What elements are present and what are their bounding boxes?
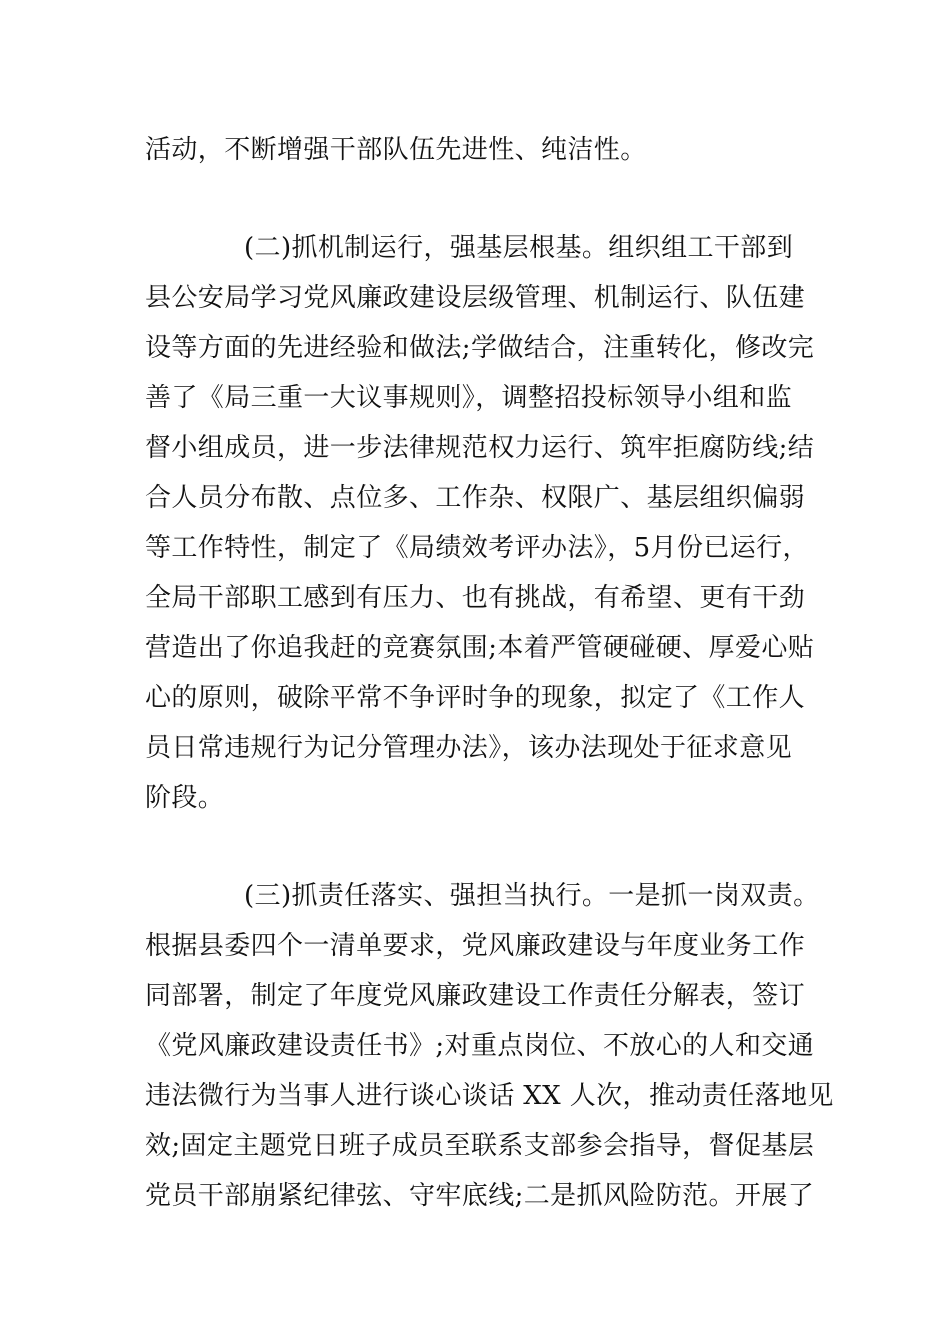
paragraph-2-line-6: 党员干部崩紧纪律弦、守牢底线;二是抓风险防范。开展了: [145, 1181, 815, 1211]
paragraph-0-line-0: 活动，不断增强干部队伍先进性、纯洁性。: [145, 135, 647, 165]
paragraph-2-line-4: 违法微行为当事人进行谈心谈话 XX 人次，推动责任落地见: [145, 1081, 834, 1111]
paragraph-1-line-0: (二)抓机制运行，强基层根基。组织组工干部到: [244, 233, 794, 263]
paragraph-1-line-4: 督小组成员，进一步法律规范权力运行、筑牢拒腐防线;结: [145, 433, 815, 463]
paragraph-1-line-3: 善了《局三重一大议事规则》，调整招投标领导小组和监: [145, 383, 793, 413]
paragraph-1-line-7: 全局干部职工感到有压力、也有挑战，有希望、更有干劲: [145, 583, 806, 613]
paragraph-2-line-0: (三)抓责任落实、强担当执行。一是抓一岗双责。: [244, 881, 820, 911]
paragraph-2-line-3: 《党风廉政建设责任书》;对重点岗位、不放心的人和交通: [145, 1031, 815, 1061]
paragraph-2-line-2: 同部署，制定了年度党风廉政建设工作责任分解表，签订: [145, 981, 806, 1011]
paragraph-1-line-2: 设等方面的先进经验和做法;学做结合，注重转化，修改完: [145, 333, 815, 363]
paragraph-1-line-5: 合人员分布散、点位多、工作杂、权限广、基层组织偏弱: [145, 483, 806, 513]
paragraph-1-line-10: 员日常违规行为记分管理办法》，该办法现处于征求意见: [145, 733, 793, 763]
paragraph-1-line-11: 阶段。: [145, 783, 225, 813]
paragraph-2-line-1: 根据县委四个一清单要求，党风廉政建设与年度业务工作: [145, 931, 806, 961]
paragraph-1-line-1: 县公安局学习党风廉政建设层级管理、机制运行、队伍建: [145, 283, 806, 313]
paragraph-2-line-5: 效;固定主题党日班子成员至联系支部参会指导，督促基层: [145, 1131, 815, 1161]
paragraph-1-line-6: 等工作特性，制定了《局绩效考评办法》，5月份已运行，: [145, 533, 809, 563]
paragraph-1-line-8: 营造出了你追我赶的竞赛氛围;本着严管硬碰硬、厚爱心贴: [145, 633, 815, 663]
paragraph-1-line-9: 心的原则，破除平常不争评时争的现象，拟定了《工作人: [145, 683, 806, 713]
